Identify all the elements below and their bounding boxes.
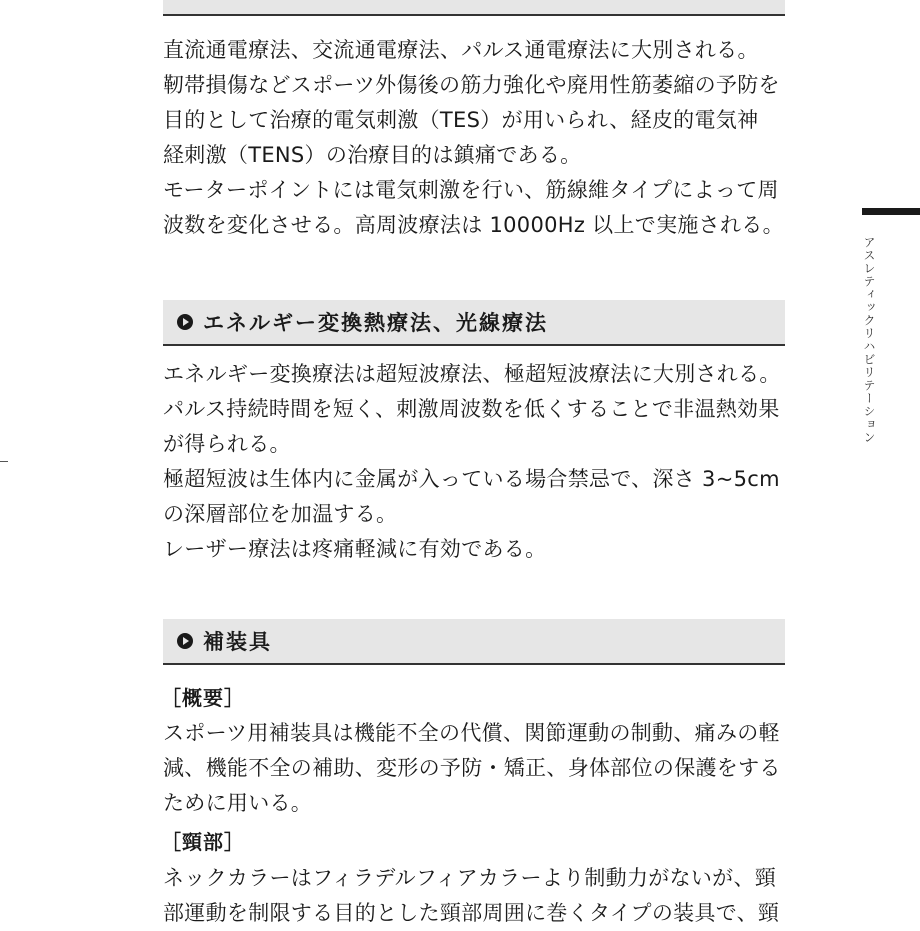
subhead-neck: ［頸部］ xyxy=(161,830,245,854)
overview-line: 減、機能不全の補助、変形の予防・矯正、身体部位の保護をする xyxy=(163,756,781,780)
section2-line: エネルギー変換療法は超短波療法、極超短波療法に大別される。 xyxy=(163,362,781,386)
section2-line: が得られる。 xyxy=(163,432,291,456)
section2-body xyxy=(163,357,803,567)
play-circle-icon xyxy=(177,314,193,330)
section2-line: パルス持続時間を短く、刺激周波数を低くすることで非温熱効果 xyxy=(163,397,780,421)
section2-line: 極超短波は生体内に金属が入っている場合禁忌で、深さ 3~5cm xyxy=(163,467,780,491)
section1-body xyxy=(163,33,803,243)
section3-heading xyxy=(163,619,785,665)
chapter-tab-bar xyxy=(862,208,920,215)
section1-line: 直流通電療法、交流通電療法、パルス通電療法に大別される。 xyxy=(163,38,759,62)
play-circle-icon xyxy=(177,633,193,649)
overview-line: ために用いる。 xyxy=(163,791,313,815)
section1-line: 経刺激（TENS）の治療目的は鎮痛である。 xyxy=(163,143,582,167)
section2-title: エネルギー変換熱療法、光線療法 xyxy=(203,311,548,335)
neck-line: 部運動を制限する目的とした頸部周囲に巻くタイプの装具で、頸 xyxy=(163,901,780,925)
section2-heading xyxy=(163,300,785,346)
section2-line: の深層部位を加温する。 xyxy=(163,502,398,526)
crop-mark xyxy=(0,461,8,462)
chapter-side-label: アスレティックリハビリテーション xyxy=(862,236,876,444)
overview-line: スポーツ用補装具は機能不全の代償、関節運動の制動、痛みの軽 xyxy=(163,721,780,745)
neck-line: ネックカラーはフィラデルフィアカラーより制動力がないが、頸 xyxy=(163,866,777,890)
section1-line: モーターポイントには電気刺激を行い、筋線維タイプによって周 xyxy=(163,178,779,202)
section1-line: 靭帯損傷などスポーツ外傷後の筋力強化や廃用性筋萎縮の予防を xyxy=(163,73,780,97)
section2-line: レーザー療法は疼痛軽減に有効である。 xyxy=(163,537,547,561)
section3-neck-body xyxy=(163,861,803,931)
section1-line: 目的として治療的電気刺激（TES）が用いられ、経皮的電気神 xyxy=(163,108,759,132)
section-heading-cut-off xyxy=(163,0,785,16)
section3-title: 補装具 xyxy=(203,630,272,654)
section1-line: 波数を変化させる。高周波療法は 10000Hz 以上で実施される。 xyxy=(163,213,784,237)
section3-overview-body xyxy=(163,716,803,821)
subhead-overview: ［概要］ xyxy=(161,686,245,710)
